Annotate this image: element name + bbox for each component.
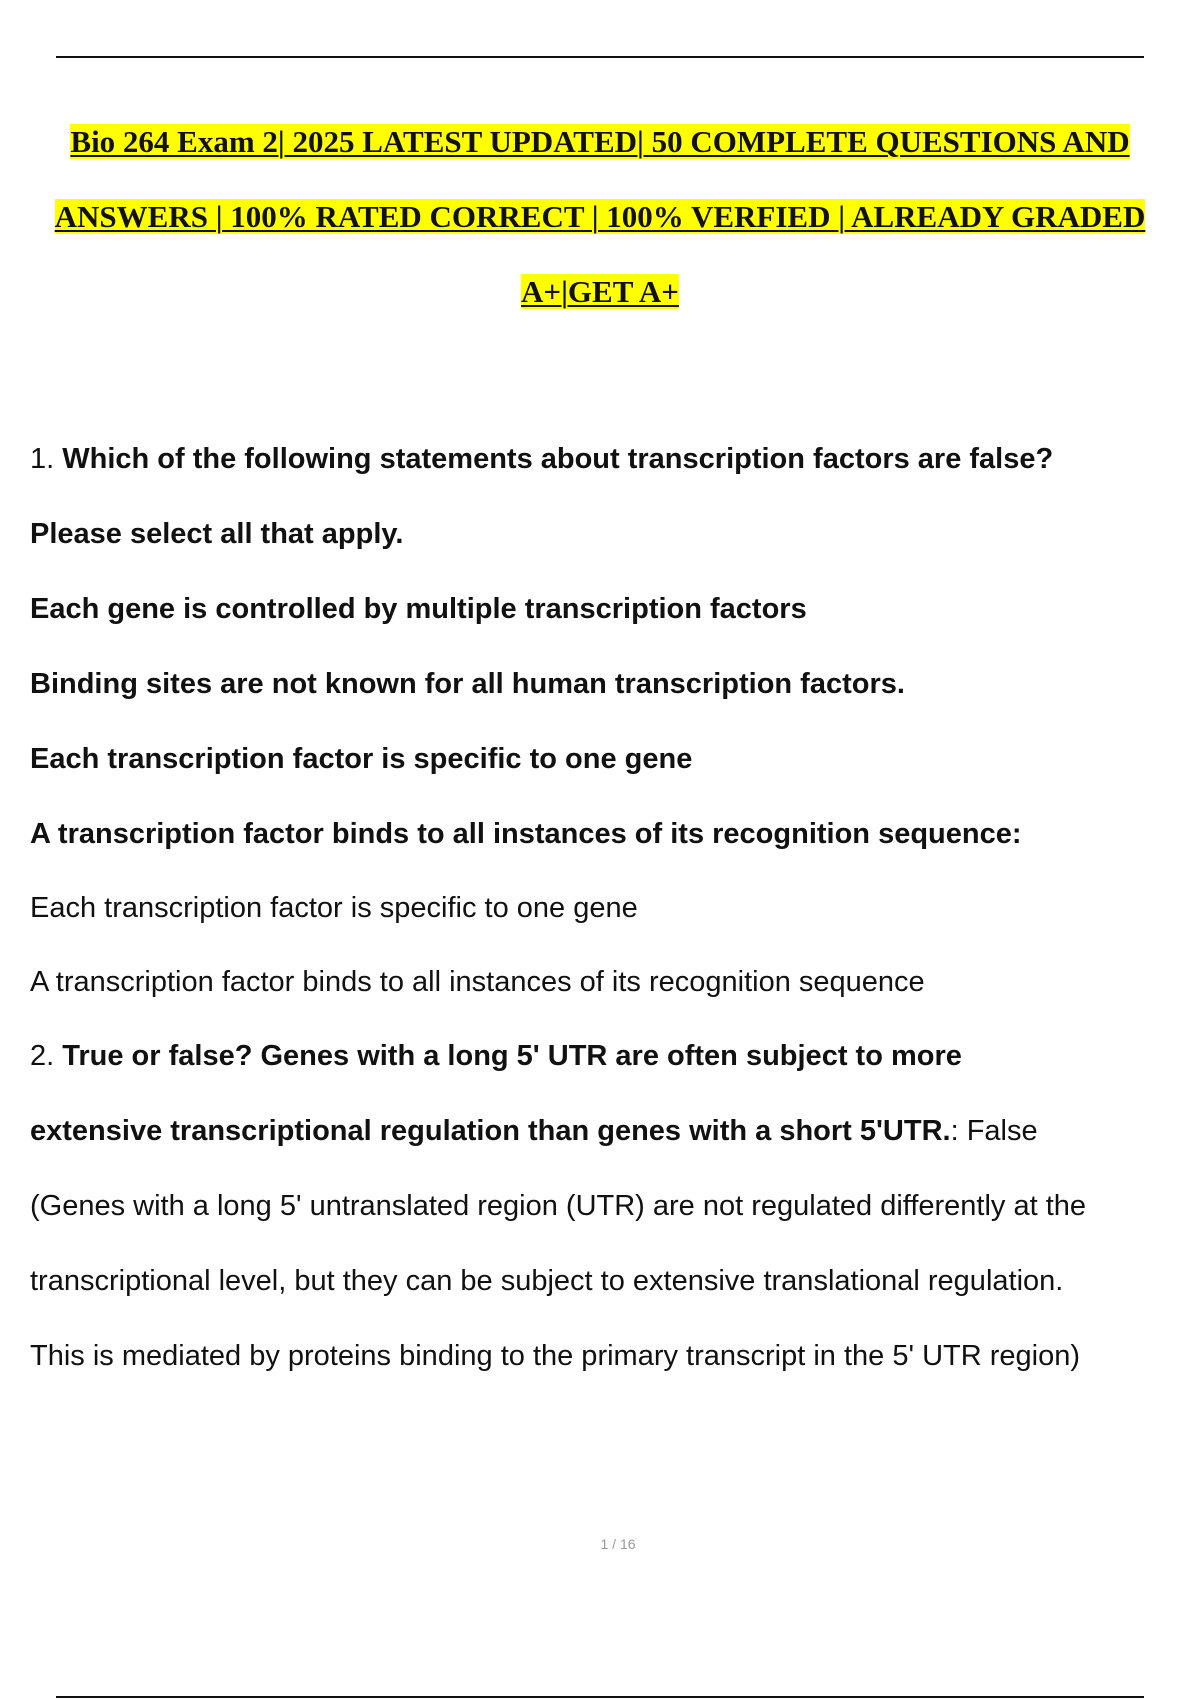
question-1-option: Each transcription factor is specific to one gene: [30, 743, 693, 775]
bottom-rule: [56, 1696, 1144, 1698]
document-body: [30, 422, 1200, 1394]
question-2-line-2: [30, 1094, 1200, 1169]
question-2-text: True or false? Genes with a long 5' UTR are often subject to more: [62, 1040, 962, 1072]
top-rule: [56, 56, 1144, 58]
question-1-option: Each gene is controlled by multiple transcription factors: [30, 593, 807, 625]
question-2-separator: :: [950, 1115, 967, 1147]
question-2-line-1: [30, 1019, 1200, 1094]
question-1-answer: Each transcription factor is specific to one gene: [30, 892, 638, 924]
question-1-option: A transcription factor binds to all instances of its recognition sequence:: [30, 818, 1022, 850]
document-title: [20, 112, 1180, 337]
question-2-explanation: (Genes with a long 5' untranslated region (UTR) are not regulated differently at the: [30, 1190, 1087, 1222]
question-1-text: Which of the following statements about transcription factors are false?: [62, 443, 1054, 475]
title-line-1: Bio 264 Exam 2| 2025 LATEST UPDATED| 50 COMPLETE QUESTIONS AND: [70, 124, 1130, 159]
question-2-text-cont: extensive transcriptional regulation than genes with a short 5'UTR.: [30, 1115, 951, 1147]
question-1-line-2: Please select all that apply.: [30, 518, 404, 550]
question-2-number: 2.: [30, 1040, 63, 1072]
title-line-2: ANSWERS | 100% RATED CORRECT | 100% VERFIED | ALREADY GRADED: [54, 199, 1146, 234]
page-indicator: 1 / 16: [600, 1536, 636, 1552]
question-1-number: 1.: [30, 443, 63, 475]
title-line-3: A+|GET A+: [521, 274, 679, 309]
question-2-explanation: This is mediated by proteins binding to the primary transcript in the 5' UTR region): [30, 1340, 1081, 1372]
question-2-answer: False: [966, 1115, 1038, 1147]
question-1-line-1: [30, 422, 1200, 497]
question-1-answer: A transcription factor binds to all instances of its recognition sequence: [30, 966, 925, 998]
question-2-explanation: transcriptional level, but they can be subject to extensive translational regulation.: [30, 1265, 1064, 1297]
question-1-option: Binding sites are not known for all human transcription factors.: [30, 668, 905, 700]
